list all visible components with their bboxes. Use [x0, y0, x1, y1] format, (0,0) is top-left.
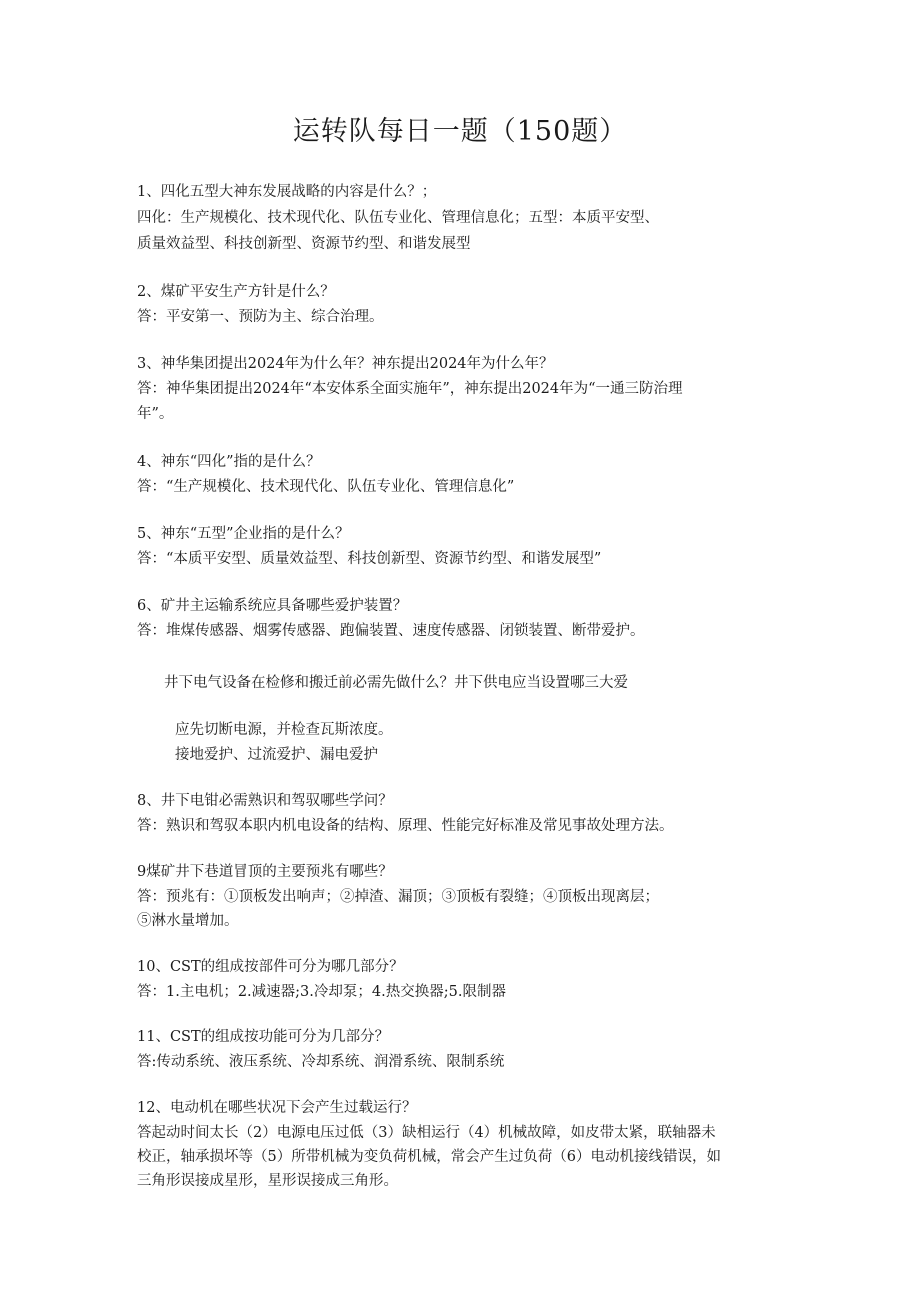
question-5: 5、神东“五型”企业指的是什么？ [137, 526, 350, 542]
answer-10: 答：1.主电机；2.减速器;3.冷却泵；4.热交换器;5.限制器 [137, 984, 506, 1000]
answer-1-line-1: 四化：生产规模化、技术现代化、队伍专业化、管理信息化；五型：本质平安型、 [137, 210, 659, 226]
answer-4: 答：“生产规模化、技术现代化、队伍专业化、管理信息化” [137, 479, 515, 495]
answer-12-line-3: 三角形误接成星形，星形误接成三角形。 [137, 1173, 398, 1189]
question-12: 12、电动机在哪些状况下会产生过载运行？ [137, 1100, 417, 1116]
answer-3-line-2: 年”。 [137, 406, 174, 422]
answer-11: 答:传动系统、液压系统、冷却系统、润滑系统、限制系统 [137, 1054, 505, 1070]
question-10: 10、CST的组成按部件可分为哪几部分？ [137, 959, 404, 975]
question-6: 6、矿井主运输系统应具备哪些爱护装置？ [137, 598, 408, 614]
answer-9-line-1: 答：预兆有：①顶板发出响声；②掉渣、漏顶；③顶板有裂缝；④顶板出现离层； [137, 889, 659, 905]
question-9: 9煤矿井下巷道冒顶的主要预兆有哪些？ [137, 864, 393, 880]
answer-6: 答：堆煤传感器、烟雾传感器、跑偏装置、速度传感器、闭锁装置、断带爱护。 [137, 623, 645, 639]
document-title: 运转队每日一题（150题） [292, 116, 628, 147]
answer-9-line-2: ⑤淋水量增加。 [137, 913, 239, 929]
question-7: 井下电气设备在检修和搬迁前必需先做什么？井下供电应当设置哪三大爱 [164, 675, 628, 691]
question-11: 11、CST的组成按功能可分为几部分？ [137, 1029, 390, 1045]
answer-2: 答：平安第一、预防为主、综合治理。 [137, 309, 384, 325]
answer-12-line-1: 答起动时间太长（2）电源电压过低（3）缺相运行（4）机械故障，如皮带太紧，联轴器未 [137, 1125, 716, 1141]
answer-7-line-1: 应先切断电源，并检查瓦斯浓度。 [175, 722, 393, 738]
question-1: 1、四化五型大神东发展战略的内容是什么？； [137, 184, 437, 200]
answer-12-line-2: 校正，轴承损坏等（5）所带机械为变负荷机械，常会产生过负荷（6）电动机接线错误，如 [137, 1149, 721, 1165]
answer-5: 答：“本质平安型、质量效益型、科技创新型、资源节约型、和谐发展型” [137, 551, 602, 567]
answer-1-line-2: 质量效益型、科技创新型、资源节约型、和谐发展型 [137, 236, 471, 252]
answer-3-line-1: 答：神华集团提出2024年“本安体系全面实施年”，神东提出2024年为“一通三防治理 [137, 381, 683, 397]
answer-8: 答：熟识和驾驭本职内机电设备的结构、原理、性能完好标准及常见事故处理方法。 [137, 818, 674, 834]
question-8: 8、井下电钳必需熟识和驾驭哪些学问？ [137, 793, 393, 809]
question-2: 2、煤矿平安生产方针是什么？ [137, 284, 335, 300]
question-4: 4、神东“四化”指的是什么？ [137, 454, 321, 470]
question-3: 3、神华集团提出2024年为什么年？神东提出2024年为什么年？ [137, 356, 554, 372]
answer-7-line-2: 接地爱护、过流爱护、漏电爱护 [175, 747, 378, 763]
